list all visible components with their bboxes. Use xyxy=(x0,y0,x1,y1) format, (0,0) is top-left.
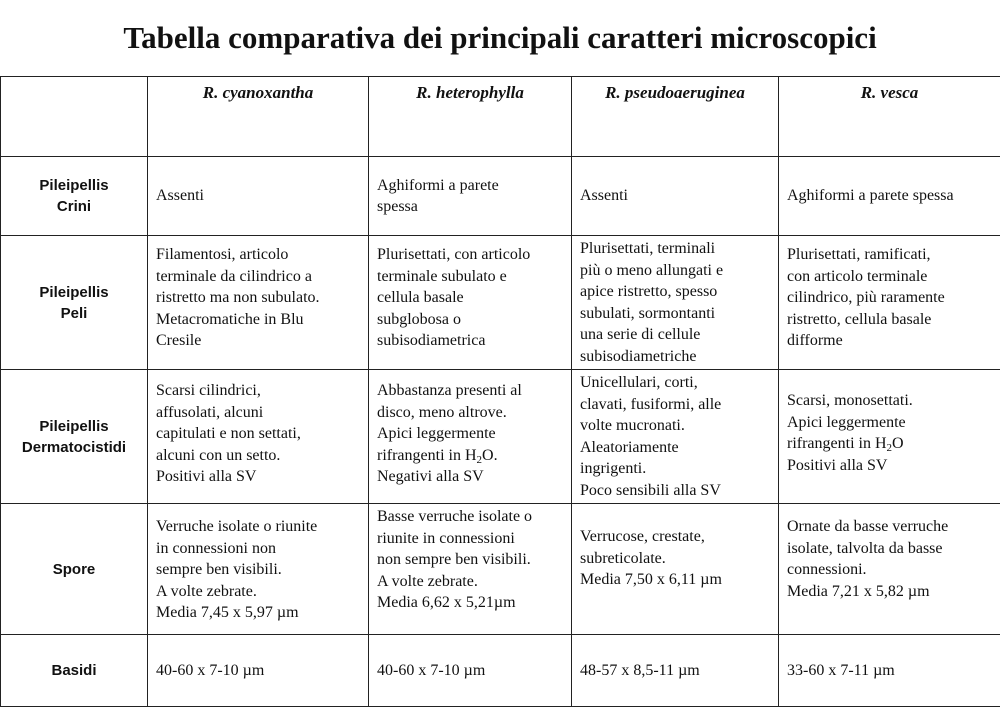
h2o-tail: O xyxy=(892,435,904,452)
cell-line: Aleatoriamente xyxy=(580,437,772,459)
table-cell xyxy=(148,635,369,707)
cell-line: Positivi alla SV xyxy=(156,466,362,488)
cell-line: Apici leggermente xyxy=(377,423,565,445)
row-header-dermatocistidi xyxy=(1,370,148,504)
cell-line: alcuni con un setto. xyxy=(156,445,362,467)
cell-line: Cresile xyxy=(156,330,362,352)
cell-line: isolate, talvolta da basse xyxy=(787,538,994,560)
cell-line: terminale subulato e xyxy=(377,266,565,288)
cell-line: A volte zebrate. xyxy=(377,571,565,593)
table-title: Tabella comparativa dei principali caratteri microscopici xyxy=(0,0,1000,76)
cell-line: Metacromatiche in Blu xyxy=(156,309,362,331)
row-header-peli xyxy=(1,236,148,370)
cell-line: riunite in connessioni xyxy=(377,528,565,550)
table-cell xyxy=(572,370,779,504)
cell-line: Media 6,62 x 5,21µm xyxy=(377,592,565,614)
cell-line: affusolati, alcuni xyxy=(156,402,362,424)
table-cell xyxy=(572,236,779,370)
cell-line: Plurisettati, terminali xyxy=(580,238,772,260)
comparison-table xyxy=(0,76,1000,707)
h2o-tail: O. xyxy=(482,447,498,464)
cell-line: subisodiametriche xyxy=(580,346,772,368)
table-cell xyxy=(779,236,1000,370)
cell-line: in connessioni non xyxy=(156,538,362,560)
row-header-line: Pileipellis xyxy=(1,416,147,437)
cell-line: ristretto ma non subulato. xyxy=(156,287,362,309)
cell-line: Scarsi, monosettati. xyxy=(787,390,994,412)
cell-line: Plurisettati, ramificati, xyxy=(787,244,994,266)
cell-line: cilindrico, più raramente xyxy=(787,287,994,309)
table-cell xyxy=(572,504,779,635)
table-cell xyxy=(148,370,369,504)
cell-line: A volte zebrate. xyxy=(156,581,362,603)
cell-line xyxy=(787,433,994,455)
table-cell xyxy=(369,504,572,635)
cell-line: subreticolate. xyxy=(580,548,772,570)
cell-line: 48-57 x 8,5-11 µm xyxy=(580,660,772,682)
row-header-line: Basidi xyxy=(1,660,147,681)
cell-line: Verruche isolate o riunite xyxy=(156,516,362,538)
cell-line: non sempre ben visibili. xyxy=(377,549,565,571)
row-header-basidi xyxy=(1,635,148,707)
h2o-text: rifrangenti in H xyxy=(787,435,887,452)
cell-line: difforme xyxy=(787,330,994,352)
cell-line: Assenti xyxy=(156,185,362,207)
table-cell xyxy=(148,236,369,370)
table-row xyxy=(1,635,1000,707)
header-row xyxy=(1,77,1000,157)
table-cell xyxy=(572,157,779,236)
table-cell xyxy=(369,236,572,370)
column-header-heterophylla: R. heterophylla xyxy=(369,77,572,157)
cell-line: spessa xyxy=(377,196,565,218)
table-row xyxy=(1,236,1000,370)
h2o-text: rifrangenti in H xyxy=(377,447,477,464)
table-row xyxy=(1,370,1000,504)
cell-line: subulati, sormontanti xyxy=(580,303,772,325)
row-header-line: Pileipellis xyxy=(1,175,147,196)
table-cell xyxy=(572,635,779,707)
row-header-crini xyxy=(1,157,148,236)
cell-line: disco, meno altrove. xyxy=(377,402,565,424)
cell-line: Scarsi cilindrici, xyxy=(156,380,362,402)
cell-line: clavati, fusiformi, alle xyxy=(580,394,772,416)
cell-line: terminale da cilindrico a xyxy=(156,266,362,288)
cell-line: sempre ben visibili. xyxy=(156,559,362,581)
cell-line: subisodiametrica xyxy=(377,330,565,352)
cell-line: una serie di cellule xyxy=(580,324,772,346)
cell-line: connessioni. xyxy=(787,559,994,581)
cell-line: capitulati e non settati, xyxy=(156,423,362,445)
cell-line: Unicellulari, corti, xyxy=(580,372,772,394)
row-header-line: Peli xyxy=(1,303,147,324)
cell-line: Poco sensibili alla SV xyxy=(580,480,772,502)
cell-line: Apici leggermente xyxy=(787,412,994,434)
cell-line: apice ristretto, spesso xyxy=(580,281,772,303)
row-header-spore xyxy=(1,504,148,635)
cell-line: Positivi alla SV xyxy=(787,455,994,477)
column-header-cyanoxantha: R. cyanoxantha xyxy=(148,77,369,157)
cell-line: ingrigenti. xyxy=(580,458,772,480)
cell-line: con articolo terminale xyxy=(787,266,994,288)
cell-line: 40-60 x 7-10 µm xyxy=(156,660,362,682)
column-header-pseudoaeruginea: R. pseudoaeruginea xyxy=(572,77,779,157)
table-row xyxy=(1,157,1000,236)
column-header-vesca: R. vesca xyxy=(779,77,1000,157)
cell-line: Aghiformi a parete spessa xyxy=(787,185,994,207)
cell-line: Aghiformi a parete xyxy=(377,175,565,197)
table-cell xyxy=(369,635,572,707)
cell-line: cellula basale xyxy=(377,287,565,309)
h2o-subscript: 2 xyxy=(887,442,893,454)
cell-line: Media 7,45 x 5,97 µm xyxy=(156,602,362,624)
table-cell xyxy=(148,157,369,236)
table-cell xyxy=(148,504,369,635)
corner-cell xyxy=(1,77,148,157)
table-cell xyxy=(369,370,572,504)
cell-line: Plurisettati, con articolo xyxy=(377,244,565,266)
cell-line: Filamentosi, articolo xyxy=(156,244,362,266)
cell-line: volte mucronati. xyxy=(580,415,772,437)
cell-line: Assenti xyxy=(580,185,772,207)
table-cell xyxy=(779,504,1000,635)
cell-line: ristretto, cellula basale xyxy=(787,309,994,331)
cell-line: 40-60 x 7-10 µm xyxy=(377,660,565,682)
cell-line: subglobosa o xyxy=(377,309,565,331)
cell-line: Basse verruche isolate o xyxy=(377,506,565,528)
cell-line xyxy=(377,445,565,467)
cell-line: Media 7,50 x 6,11 µm xyxy=(580,569,772,591)
row-header-line: Pileipellis xyxy=(1,282,147,303)
row-header-line: Dermatocistidi xyxy=(1,437,147,458)
cell-line: Abbastanza presenti al xyxy=(377,380,565,402)
cell-line: 33-60 x 7-11 µm xyxy=(787,660,994,682)
table-cell xyxy=(779,635,1000,707)
table-cell xyxy=(369,157,572,236)
cell-line: più o meno allungati e xyxy=(580,260,772,282)
cell-line: Media 7,21 x 5,82 µm xyxy=(787,581,994,603)
table-cell xyxy=(779,370,1000,504)
table-row xyxy=(1,504,1000,635)
cell-line: Ornate da basse verruche xyxy=(787,516,994,538)
row-header-line: Spore xyxy=(1,559,147,580)
row-header-line: Crini xyxy=(1,196,147,217)
h2o-subscript: 2 xyxy=(477,454,483,466)
table-cell xyxy=(779,157,1000,236)
cell-line: Negativi alla SV xyxy=(377,466,565,488)
cell-line: Verrucose, crestate, xyxy=(580,526,772,548)
